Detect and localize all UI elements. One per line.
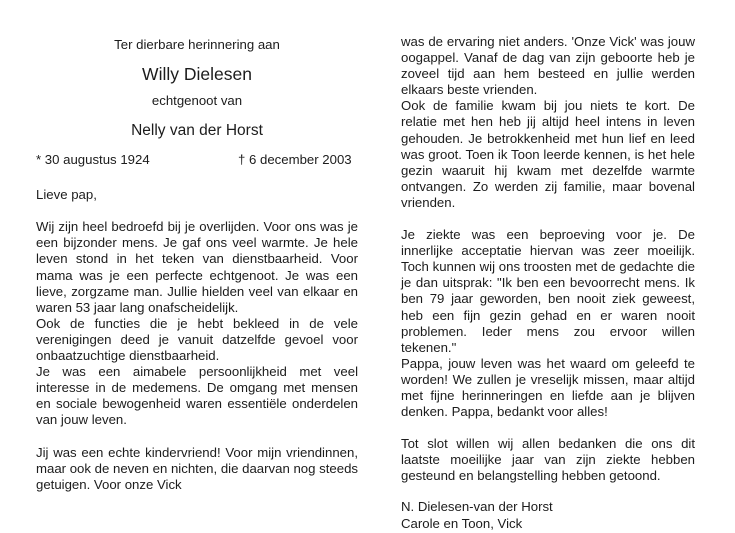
greeting: Lieve pap, bbox=[36, 187, 97, 203]
intro-text: Ter dierbare herinnering aan bbox=[114, 37, 280, 52]
deceased-name: Willy Dielesen bbox=[142, 64, 252, 85]
death-date: † 6 december 2003 bbox=[238, 152, 352, 168]
life-dates bbox=[36, 152, 358, 170]
signature-block bbox=[401, 499, 695, 531]
paragraph-thanks: Tot slot willen wij allen bedanken die ons dit laatste moeilijke jaar van zijn ziekte hebben gesteund en belangstelling hebben getoond. bbox=[401, 436, 695, 484]
paragraph-family: Ook de familie kwam bij jou niets te kort. De relatie met hen heb jij altijd heel intens in leven gehouden. Je betrokkenheid met hun lief en leed was groot. Toen ik Toon leerde kennen, is het hele gezin waaruit hij kwam met dezelfde warmte ontvangen. Zo werden zij familie, maar bovenal vrienden. bbox=[401, 98, 695, 210]
spouse-name: Nelly van der Horst bbox=[131, 122, 263, 140]
birth-date: * 30 augustus 1924 bbox=[36, 152, 150, 168]
paragraph-associations: Ook de functies die je hebt bekleed in de vele verenigingen deed je vanuit datzelfde gevoel voor onbaatzuchtige dienstbaarheid. bbox=[36, 315, 358, 364]
relation-text: echtgenoot van bbox=[151, 93, 243, 109]
paragraph-vick: was de ervaring niet anders. 'Onze Vick' was jouw oogappel. Vanaf de dag van zijn geboorte heb je zoveel tijd aan hem besteed en jullie werden elkaars beste vrienden. bbox=[401, 34, 695, 98]
paragraph-farewell: Pappa, jouw leven was het waard om geleefd te worden! We zullen je vreselijk missen, maar altijd met fijne herinneringen en liefde aan je blijven denken. Pappa, bedankt voor alles! bbox=[401, 355, 695, 420]
right-column bbox=[401, 34, 695, 532]
signature-line-1: N. Dielesen-van der Horst bbox=[401, 499, 553, 515]
paragraph-illness: Je ziekte was een beproeving voor je. De innerlijke acceptatie hiervan was zeer moeilijk. Toch kunnen wij ons troosten met de gedachte die je dan uitsprak: "Ik ben een bevoorrecht mens. Ik ben 79 jaar geworden, ben nooit ziek geweest, heb een fijn gezin gehad en er waren nooit problemen. Ieder mens zou ervoor willen tekenen." bbox=[401, 227, 695, 355]
paragraph-personality: Je was een aimabele persoonlijkheid met veel interesse in de medemens. De omgang met mensen en sociale bewogenheid waren essentiële onderdelen van jouw leven. bbox=[36, 364, 358, 428]
paragraph-marriage: Wij zijn heel bedroefd bij je overlijden. Voor ons was je een bijzonder mens. Je gaf ons veel warmte. Je hele leven stond in het teken van dienstbaarheid. Voor mama was je een perfecte echtgenoot. Je was een lieve, zorgzame man. Jullie hielden veel van elkaar en waren 53 jaar lang onafscheidelijk. bbox=[36, 219, 358, 315]
left-column bbox=[36, 34, 358, 493]
paragraph-children: Jij was een echte kindervriend! Voor mijn vriendinnen, maar ook de neven en nichten, die daarvan nog steeds getuigen. Voor onze Vick bbox=[36, 444, 358, 492]
signature-line-2: Carole en Toon, Vick bbox=[401, 515, 523, 531]
